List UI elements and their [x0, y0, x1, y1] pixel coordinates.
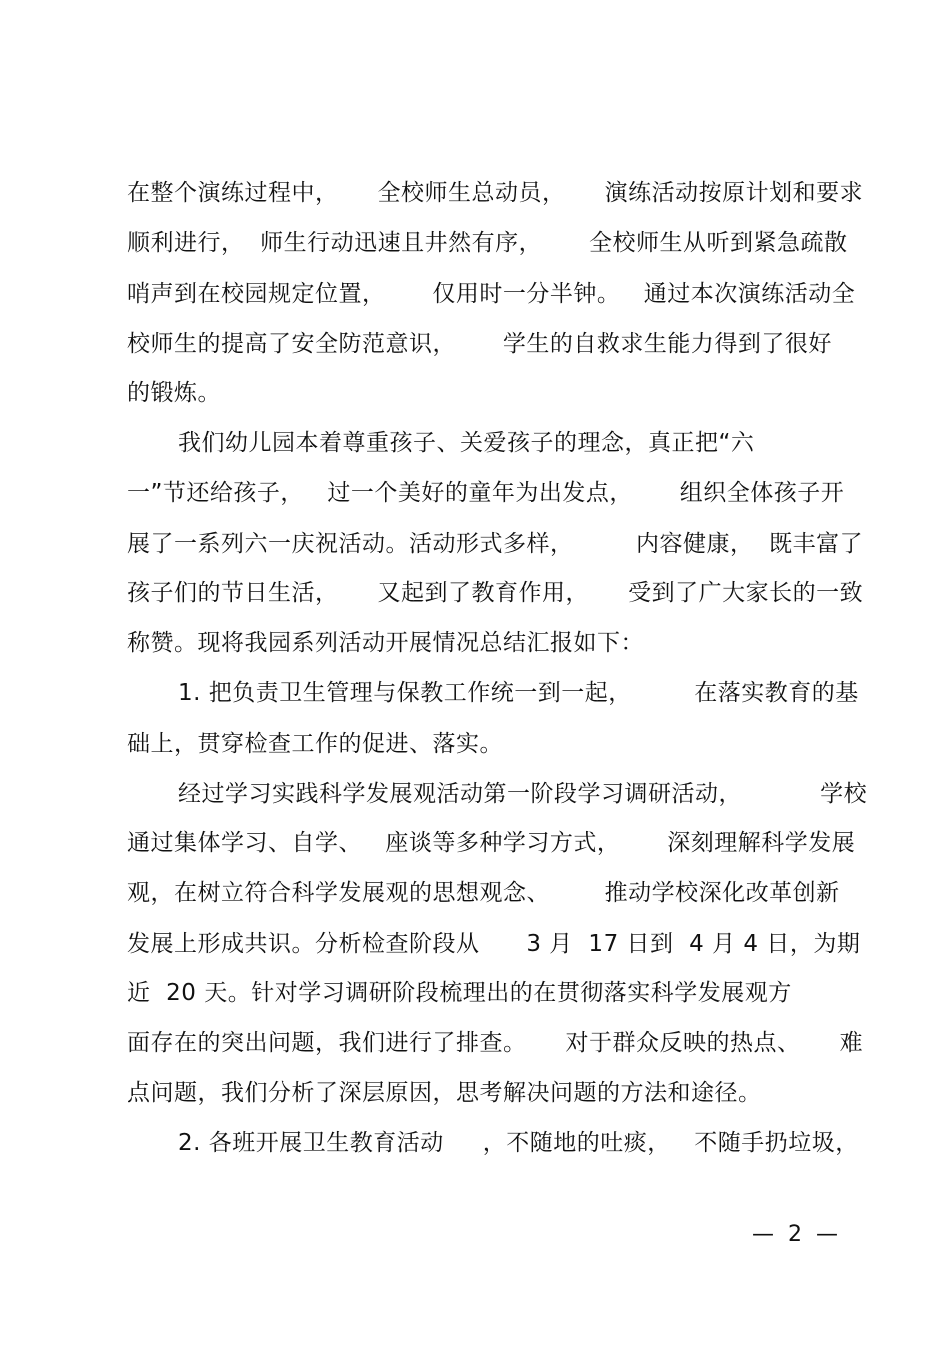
- page-number: — 2 —: [752, 1222, 838, 1247]
- paragraph-4-line-6: 面存在的突出问题，我们进行了排查。 对于群众反映的热点、 难: [127, 1030, 864, 1056]
- paragraph-1-line-5: 的锻炼。: [127, 380, 221, 406]
- paragraph-2-line-2: 一”节还给孩子， 过一个美好的童年为出发点， 组织全体孩子开: [127, 480, 845, 506]
- paragraph-1-line-4: 校师生的提高了安全防范意识， 学生的自救求生能力得到了很好: [127, 331, 832, 357]
- paragraph-1-line-1: 在整个演练过程中， 全校师生总动员， 演练活动按原计划和要求: [127, 180, 864, 206]
- paragraph-3-line-1: 1. 把负责卫生管理与保教工作统一到一起， 在落实教育的基: [178, 680, 859, 706]
- paragraph-2-line-3: 展了一系列六一庆祝活动。活动形式多样， 内容健康， 既丰富了: [127, 531, 864, 557]
- paragraph-1-line-3: 哨声到在校园规定位置， 仅用时一分半钟。 通过本次演练活动全: [127, 281, 856, 307]
- paragraph-4-line-1: 经过学习实践科学发展观活动第一阶段学习调研活动， 学校: [178, 781, 868, 807]
- paragraph-5-line-1: 2. 各班开展卫生教育活动 ，不随地的吐痰， 不随手扔垃圾，: [178, 1130, 859, 1156]
- paragraph-2-line-1: 我们幼儿园本着尊重孩子、关爱孩子的理念，真正把“六: [178, 430, 755, 456]
- paragraph-2-line-4: 孩子们的节日生活， 又起到了教育作用， 受到了广大家长的一致: [127, 580, 864, 606]
- paragraph-4-line-3: 观，在树立符合科学发展观的思想观念、 推动学校深化改革创新: [127, 880, 840, 906]
- paragraph-4-line-2: 通过集体学习、自学、 座谈等多种学习方式， 深刻理解科学发展: [127, 830, 856, 856]
- paragraph-4-line-7: 点问题，我们分析了深层原因，思考解决问题的方法和途径。: [127, 1080, 762, 1106]
- paragraph-4-line-5: 近 20 天。针对学习调研阶段梳理出的在贯彻落实科学发展观方: [127, 980, 792, 1006]
- paragraph-2-line-5: 称赞。现将我园系列活动开展情况总结汇报如下：: [127, 630, 644, 656]
- paragraph-4-line-4: 发展上形成共识。分析检查阶段从 3 月 17 日到 4 月 4 日，为期: [127, 931, 861, 957]
- paragraph-1-line-2: 顺利进行， 师生行动迅速且井然有序， 全校师生从听到紧急疏散: [127, 230, 848, 256]
- paragraph-3-line-2: 础上，贯穿检查工作的促进、落实。: [127, 731, 503, 757]
